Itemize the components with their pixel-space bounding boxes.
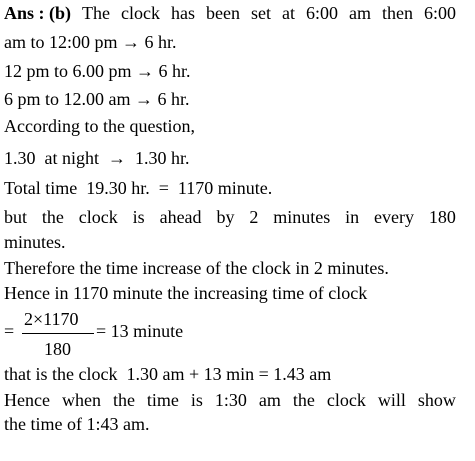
answer-line-15: the time of 1:43 am.: [4, 414, 150, 434]
word: will: [377, 390, 406, 410]
word: set: [250, 3, 271, 23]
word: been: [205, 3, 240, 23]
word: am: [258, 390, 281, 410]
word: 2: [249, 207, 259, 227]
word: show: [417, 390, 456, 410]
answer-line-5: According to the question,: [4, 116, 195, 136]
word: is: [190, 390, 203, 410]
word: ahead: [159, 207, 202, 227]
word: but: [4, 207, 28, 227]
answer-line-7: Total time 19.30 hr. = 1170 minute.: [4, 178, 273, 198]
answer-line-9: minutes.: [4, 232, 66, 252]
word: The: [82, 3, 110, 23]
word: in: [345, 207, 360, 227]
fraction: [22, 306, 96, 362]
word: minutes: [273, 207, 331, 227]
word: 180: [428, 207, 456, 227]
word: by: [216, 207, 235, 227]
answer-line-10: Therefore the time increase of the clock in 2 minutes.: [4, 258, 389, 278]
word: has: [170, 3, 195, 23]
fraction-numerator: 2×1170: [24, 309, 79, 329]
word: is: [132, 207, 145, 227]
answer-line-3: 12 pm to 6.00 pm → 6 hr.: [4, 61, 191, 81]
word: Hence: [4, 390, 50, 410]
fraction-expression: [4, 306, 204, 362]
answer-line-11: Hence in 1170 minute the increasing time of clock: [4, 283, 368, 303]
word: the: [112, 390, 135, 410]
fraction-result: = 13 minute: [96, 321, 184, 341]
word: 6:00: [423, 3, 456, 23]
word: 6:00: [305, 3, 338, 23]
fraction-bar: [22, 333, 94, 334]
word: time: [146, 390, 179, 410]
answer-line-14: [4, 389, 456, 411]
answer-line-2: am to 12:00 pm → 6 hr.: [4, 32, 177, 52]
word: clock: [121, 3, 160, 23]
word: every: [374, 207, 414, 227]
word: the: [41, 207, 64, 227]
answer-line-8: [4, 206, 456, 228]
fraction-denominator: 180: [44, 339, 71, 359]
word: 1:30: [214, 390, 247, 410]
answer-line-6: 1.30 at night → 1.30 hr.: [4, 148, 190, 168]
answer-line-4: 6 pm to 12.00 am → 6 hr.: [4, 89, 190, 109]
answer-label: Ans : (b): [4, 3, 72, 23]
equals-sign: =: [4, 321, 15, 341]
word: when: [61, 390, 101, 410]
word: clock: [78, 207, 118, 227]
word: at: [281, 3, 295, 23]
word: clock: [326, 390, 366, 410]
word: am: [348, 3, 371, 23]
answer-line-13: that is the clock 1.30 am + 13 min = 1.43 am: [4, 364, 332, 384]
word: then: [381, 3, 413, 23]
answer-line-1: [4, 2, 456, 24]
word: the: [292, 390, 315, 410]
